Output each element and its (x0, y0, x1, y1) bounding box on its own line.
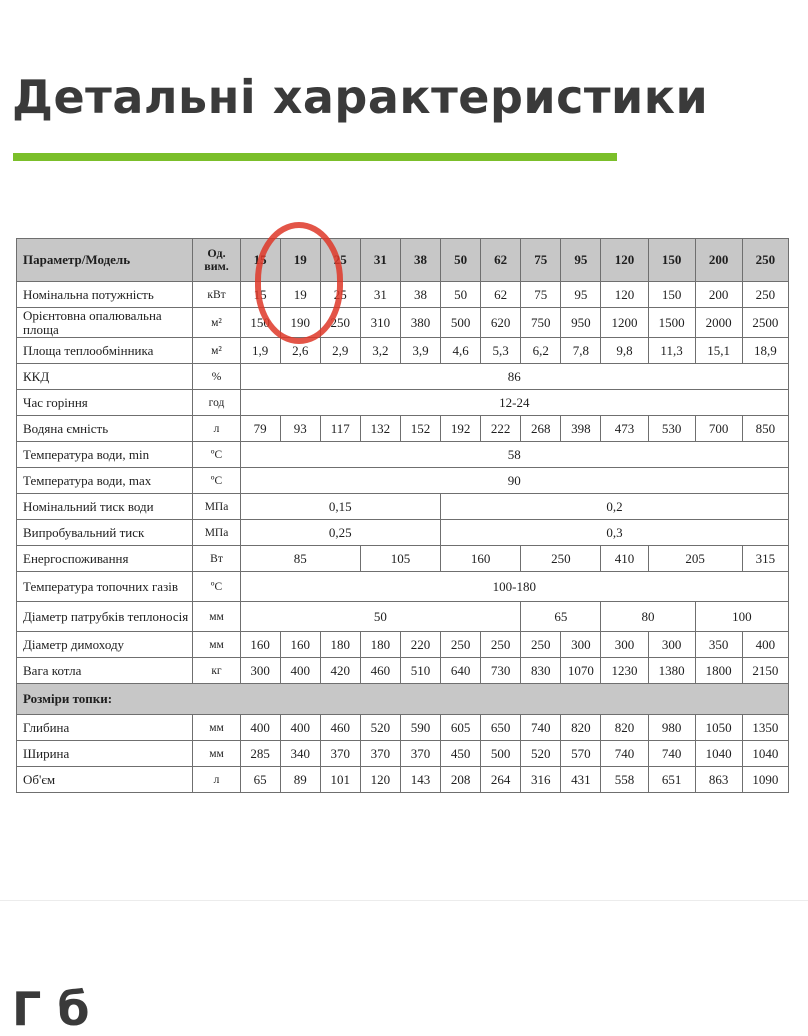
value-cell: 520 (360, 715, 400, 741)
value-cell: 410 (601, 546, 648, 572)
value-cell: 220 (400, 632, 440, 658)
value-cell: 160 (240, 632, 280, 658)
row-unit: м² (193, 308, 240, 338)
header-model-cell: 120 (601, 239, 648, 282)
specifications-table (16, 238, 789, 793)
value-cell: 400 (240, 715, 280, 741)
row-unit: ºC (193, 442, 240, 468)
value-cell: 2,9 (320, 338, 360, 364)
table-row (17, 416, 789, 442)
value-cell: 850 (742, 416, 788, 442)
value-cell: 2500 (742, 308, 788, 338)
value-cell: 120 (601, 282, 648, 308)
value-cell: 1380 (648, 658, 695, 684)
value-cell: 1800 (695, 658, 742, 684)
value-cell: 370 (400, 741, 440, 767)
value-cell: 863 (695, 767, 742, 793)
value-cell: 250 (521, 632, 561, 658)
table-row (17, 520, 789, 546)
value-cell: 2150 (742, 658, 788, 684)
value-cell: 370 (360, 741, 400, 767)
value-cell: 558 (601, 767, 648, 793)
value-cell: 980 (648, 715, 695, 741)
value-cell: 500 (441, 308, 481, 338)
value-cell: 2,6 (280, 338, 320, 364)
value-cell: 0,25 (240, 520, 440, 546)
value-cell: 1090 (742, 767, 788, 793)
value-cell: 101 (320, 767, 360, 793)
value-cell: 740 (601, 741, 648, 767)
row-parameter-label: Час горіння (17, 390, 193, 416)
value-cell: 15,1 (695, 338, 742, 364)
value-cell: 950 (561, 308, 601, 338)
header-unit: Од. вим. (193, 239, 240, 282)
header-parameter-model: Параметр/Модель (17, 239, 193, 282)
value-cell: 4,6 (441, 338, 481, 364)
value-cell: 3,9 (400, 338, 440, 364)
value-cell: 79 (240, 416, 280, 442)
row-unit: ºC (193, 572, 240, 602)
value-cell: 3,2 (360, 338, 400, 364)
value-cell: 830 (521, 658, 561, 684)
value-cell: 400 (280, 658, 320, 684)
row-unit: кВт (193, 282, 240, 308)
value-cell: 650 (481, 715, 521, 741)
value-cell: 605 (441, 715, 481, 741)
row-parameter-label: Водяна ємність (17, 416, 193, 442)
header-model-cell: 95 (561, 239, 601, 282)
row-unit: кг (193, 658, 240, 684)
value-cell: 93 (280, 416, 320, 442)
value-cell: 651 (648, 767, 695, 793)
value-cell: 264 (481, 767, 521, 793)
value-cell: 15 (240, 282, 280, 308)
row-parameter-label: Вага котла (17, 658, 193, 684)
value-cell: 250 (320, 308, 360, 338)
value-cell: 12-24 (240, 390, 788, 416)
header-model-cell: 150 (648, 239, 695, 282)
row-parameter-label: Ширина (17, 741, 193, 767)
value-cell: 431 (561, 767, 601, 793)
row-unit: л (193, 767, 240, 793)
row-parameter-label: Глибина (17, 715, 193, 741)
value-cell: 400 (280, 715, 320, 741)
value-cell: 31 (360, 282, 400, 308)
value-cell: 160 (280, 632, 320, 658)
table-row (17, 632, 789, 658)
specifications-table-body (17, 239, 789, 793)
header-model-cell: 200 (695, 239, 742, 282)
value-cell: 95 (561, 282, 601, 308)
value-cell: 300 (648, 632, 695, 658)
value-cell: 100-180 (240, 572, 788, 602)
value-cell: 38 (400, 282, 440, 308)
value-cell: 9,8 (601, 338, 648, 364)
value-cell: 370 (320, 741, 360, 767)
row-unit: ºC (193, 468, 240, 494)
header-model-cell: 250 (742, 239, 788, 282)
row-parameter-label: Випробувальний тиск (17, 520, 193, 546)
value-cell: 208 (441, 767, 481, 793)
value-cell: 473 (601, 416, 648, 442)
value-cell: 1500 (648, 308, 695, 338)
title-underline (13, 153, 617, 161)
value-cell: 6,2 (521, 338, 561, 364)
page-title: Детальні характеристики (12, 70, 709, 124)
value-cell: 500 (481, 741, 521, 767)
value-cell: 192 (441, 416, 481, 442)
value-cell: 7,8 (561, 338, 601, 364)
value-cell: 58 (240, 442, 788, 468)
value-cell: 222 (481, 416, 521, 442)
row-parameter-label: Енергоспоживання (17, 546, 193, 572)
value-cell: 300 (561, 632, 601, 658)
value-cell: 25 (320, 282, 360, 308)
value-cell: 2000 (695, 308, 742, 338)
value-cell: 340 (280, 741, 320, 767)
value-cell: 315 (742, 546, 788, 572)
value-cell: 398 (561, 416, 601, 442)
table-header-row (17, 239, 789, 282)
value-cell: 11,3 (648, 338, 695, 364)
value-cell: 19 (280, 282, 320, 308)
value-cell: 530 (648, 416, 695, 442)
value-cell: 180 (360, 632, 400, 658)
section-label: Розміри топки: (17, 684, 789, 715)
value-cell: 62 (481, 282, 521, 308)
value-cell: 316 (521, 767, 561, 793)
row-parameter-label: Номінальний тиск води (17, 494, 193, 520)
value-cell: 152 (400, 416, 440, 442)
row-unit: % (193, 364, 240, 390)
value-cell: 50 (441, 282, 481, 308)
table-row (17, 572, 789, 602)
value-cell: 1,9 (240, 338, 280, 364)
next-section-heading: Г б (12, 982, 90, 1036)
value-cell: 285 (240, 741, 280, 767)
row-unit: мм (193, 741, 240, 767)
row-parameter-label: Температура води, min (17, 442, 193, 468)
header-model-cell: 75 (521, 239, 561, 282)
value-cell: 250 (481, 632, 521, 658)
value-cell: 75 (521, 282, 561, 308)
section-divider (0, 900, 808, 901)
value-cell: 250 (521, 546, 601, 572)
value-cell: 460 (320, 715, 360, 741)
value-cell: 18,9 (742, 338, 788, 364)
table-row (17, 715, 789, 741)
row-parameter-label: Діаметр димоходу (17, 632, 193, 658)
table-row (17, 767, 789, 793)
row-unit: Вт (193, 546, 240, 572)
value-cell: 1350 (742, 715, 788, 741)
value-cell: 380 (400, 308, 440, 338)
value-cell: 730 (481, 658, 521, 684)
table-row (17, 364, 789, 390)
table-row (17, 602, 789, 632)
row-parameter-label: Об'єм (17, 767, 193, 793)
row-unit: год (193, 390, 240, 416)
value-cell: 1040 (695, 741, 742, 767)
header-model-cell: 25 (320, 239, 360, 282)
value-cell: 132 (360, 416, 400, 442)
value-cell: 80 (601, 602, 695, 632)
value-cell: 0,15 (240, 494, 440, 520)
header-model-cell: 31 (360, 239, 400, 282)
value-cell: 90 (240, 468, 788, 494)
row-parameter-label: Температура топочних газів (17, 572, 193, 602)
row-unit: мм (193, 602, 240, 632)
value-cell: 89 (280, 767, 320, 793)
value-cell: 117 (320, 416, 360, 442)
value-cell: 590 (400, 715, 440, 741)
value-cell: 150 (240, 308, 280, 338)
value-cell: 160 (441, 546, 521, 572)
row-parameter-label: Орієнтовна опалювальна площа (17, 308, 193, 338)
row-unit: мм (193, 632, 240, 658)
value-cell: 460 (360, 658, 400, 684)
value-cell: 400 (742, 632, 788, 658)
table-row (17, 282, 789, 308)
table-row (17, 494, 789, 520)
value-cell: 300 (240, 658, 280, 684)
value-cell: 570 (561, 741, 601, 767)
row-unit: МПа (193, 494, 240, 520)
row-parameter-label: Діаметр патрубків теплоносія (17, 602, 193, 632)
row-parameter-label: Температура води, max (17, 468, 193, 494)
value-cell: 1070 (561, 658, 601, 684)
value-cell: 65 (240, 767, 280, 793)
value-cell: 250 (441, 632, 481, 658)
value-cell: 150 (648, 282, 695, 308)
value-cell: 740 (521, 715, 561, 741)
value-cell: 620 (481, 308, 521, 338)
value-cell: 820 (561, 715, 601, 741)
table-row (17, 442, 789, 468)
value-cell: 268 (521, 416, 561, 442)
value-cell: 86 (240, 364, 788, 390)
value-cell: 143 (400, 767, 440, 793)
row-parameter-label: ККД (17, 364, 193, 390)
value-cell: 205 (648, 546, 742, 572)
value-cell: 350 (695, 632, 742, 658)
value-cell: 85 (240, 546, 360, 572)
header-model-cell: 50 (441, 239, 481, 282)
value-cell: 120 (360, 767, 400, 793)
value-cell: 1200 (601, 308, 648, 338)
value-cell: 820 (601, 715, 648, 741)
value-cell: 300 (601, 632, 648, 658)
value-cell: 100 (695, 602, 788, 632)
header-model-cell: 19 (280, 239, 320, 282)
value-cell: 640 (441, 658, 481, 684)
table-row (17, 308, 789, 338)
value-cell: 250 (742, 282, 788, 308)
value-cell: 50 (240, 602, 521, 632)
value-cell: 1050 (695, 715, 742, 741)
table-row (17, 741, 789, 767)
value-cell: 310 (360, 308, 400, 338)
row-parameter-label: Номінальна потужність (17, 282, 193, 308)
value-cell: 520 (521, 741, 561, 767)
table-row (17, 546, 789, 572)
value-cell: 450 (441, 741, 481, 767)
value-cell: 1230 (601, 658, 648, 684)
value-cell: 190 (280, 308, 320, 338)
value-cell: 0,2 (441, 494, 789, 520)
table-row (17, 468, 789, 494)
row-unit: м² (193, 338, 240, 364)
row-unit: л (193, 416, 240, 442)
value-cell: 1040 (742, 741, 788, 767)
header-model-cell: 15 (240, 239, 280, 282)
table-row (17, 338, 789, 364)
value-cell: 510 (400, 658, 440, 684)
section-row-firebox-dimensions (17, 684, 789, 715)
row-unit: МПа (193, 520, 240, 546)
value-cell: 750 (521, 308, 561, 338)
value-cell: 700 (695, 416, 742, 442)
value-cell: 180 (320, 632, 360, 658)
value-cell: 0,3 (441, 520, 789, 546)
row-unit: мм (193, 715, 240, 741)
table-row (17, 658, 789, 684)
row-parameter-label: Площа теплообмінника (17, 338, 193, 364)
value-cell: 740 (648, 741, 695, 767)
value-cell: 105 (360, 546, 440, 572)
value-cell: 5,3 (481, 338, 521, 364)
value-cell: 200 (695, 282, 742, 308)
value-cell: 65 (521, 602, 601, 632)
value-cell: 420 (320, 658, 360, 684)
header-model-cell: 38 (400, 239, 440, 282)
header-model-cell: 62 (481, 239, 521, 282)
table-row (17, 390, 789, 416)
